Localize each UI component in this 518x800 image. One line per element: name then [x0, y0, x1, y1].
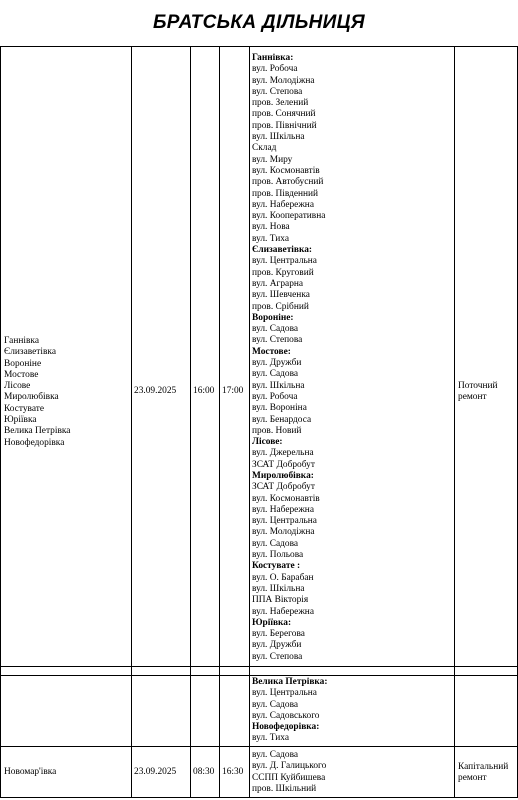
col-divider [219, 46, 220, 798]
cell-line: Новофедорівка [4, 437, 65, 448]
streets-cell [252, 677, 328, 745]
settlement-heading: Миролюбівка: [252, 470, 314, 481]
settlements-cell [4, 767, 56, 778]
street-item: Склад [252, 143, 277, 154]
street-item: вул. Польова [252, 550, 304, 561]
street-item: вул. Набережна [252, 199, 314, 210]
street-item: вул. Берегова [252, 629, 305, 640]
cell-line: ремонт [458, 773, 487, 784]
table-border-bottom [0, 797, 518, 798]
settlement-heading: Лісове: [252, 437, 283, 448]
cell-line: Мостове [4, 369, 39, 380]
work-type-cell [458, 381, 498, 404]
table-border-top [0, 46, 518, 47]
cell-line: Костувате [4, 403, 45, 414]
street-item: ССПП Куйбишева [252, 772, 326, 783]
street-item: вул. Степова [252, 86, 303, 97]
cell-line: Ганнівка [4, 336, 39, 346]
street-item: вул. Тиха [252, 233, 289, 244]
cell-line: Вороніне [4, 358, 42, 369]
street-item: пров. Сонячний [252, 109, 316, 120]
settlement-heading: Юріївка: [252, 617, 292, 628]
page-title: БРАТСЬКА ДІЛЬНИЦЯ [153, 12, 365, 33]
street-item: пров. Зелений [252, 98, 309, 109]
col-divider [454, 46, 455, 798]
cell-line: Єлизаветівка [4, 347, 56, 358]
street-item: вул. Миру [252, 154, 293, 165]
street-item: вул. Молодіжна [252, 527, 315, 538]
street-item: вул. Шевченка [252, 290, 310, 301]
cell-line: Миролюбівка [4, 392, 59, 403]
cell-line: Капітальний [458, 762, 509, 772]
col-divider [190, 46, 191, 798]
street-item: ЗСАТ Добробут [252, 482, 315, 493]
settlement-heading: Новофедорівка: [252, 722, 320, 733]
street-item: вул. Дружби [252, 640, 302, 651]
street-item: пров. Шкільний [252, 783, 317, 794]
start-time-cell: 16:00 [193, 386, 215, 396]
street-item: вул. Садова [252, 699, 299, 710]
street-item: вул. Садовського [252, 710, 320, 721]
col-divider [249, 46, 250, 798]
settlement-heading: Вороніне: [252, 312, 294, 323]
date-cell: 23.09.2025 [134, 386, 177, 396]
settlement-heading: Єлизаветівка: [252, 245, 313, 256]
end-time-cell: 17:00 [222, 386, 244, 396]
street-item: вул. Набережна [252, 504, 314, 515]
street-item: вул. Набережна [252, 606, 314, 617]
streets-cell [252, 53, 325, 663]
cell-line: Юріївка [4, 415, 37, 426]
page-break-top [0, 675, 518, 676]
street-item: ППА Вікторія [252, 595, 309, 606]
street-item: вул. О. Барабан [252, 572, 314, 583]
street-item: вул. Садова [252, 324, 299, 335]
settlement-heading: Ганнівка: [252, 53, 294, 63]
street-item: пров. Новий [252, 425, 302, 436]
street-item: вул. Степова [252, 651, 303, 662]
street-item: вул. Джерельна [252, 448, 314, 459]
streets-cell [252, 750, 326, 795]
street-item: пров. Автобусний [252, 177, 324, 188]
street-item: вул. Робоча [252, 64, 298, 75]
street-item: вул. Нова [252, 222, 290, 233]
street-item: вул. Аграрна [252, 278, 304, 289]
street-item: вул. Вороніна [252, 403, 307, 414]
date-cell: 23.09.2025 [134, 767, 177, 777]
street-item: пров. Срібний [252, 301, 309, 312]
col-divider [0, 46, 1, 798]
settlement-heading: Велика Петрівка: [252, 677, 328, 687]
cell-line: Велика Петрівка [4, 426, 71, 437]
street-item: вул. Бенардоса [252, 414, 312, 425]
cell-line: Лісове [4, 381, 31, 392]
street-item: пров. Південний [252, 188, 319, 199]
street-item: вул. Тиха [252, 733, 289, 744]
street-item: вул. Шкільна [252, 132, 305, 143]
street-item: вул. Дружби [252, 358, 302, 369]
street-item: пров. Північний [252, 120, 317, 131]
street-item: вул. Кооперативна [252, 211, 326, 222]
street-item: вул. Космонавтів [252, 493, 320, 504]
cell-line: Новомар'івка [4, 767, 57, 777]
settlements-cell [4, 336, 70, 449]
street-item: вул. Молодіжна [252, 75, 315, 86]
street-item: вул. Садова [252, 538, 299, 549]
street-item: вул. Центральна [252, 516, 317, 527]
street-item: пров. Круговий [252, 267, 314, 278]
row-divider [0, 746, 518, 747]
street-item: вул. Степова [252, 335, 303, 346]
work-type-cell [458, 762, 508, 785]
page-break-bottom [0, 666, 518, 667]
street-item: вул. Шкільна [252, 380, 305, 391]
cell-line: Поточний [458, 381, 498, 391]
street-item: вул. Космонавтів [252, 165, 320, 176]
street-item: вул. Центральна [252, 688, 317, 699]
cell-line: ремонт [458, 392, 487, 403]
end-time-cell: 16:30 [222, 767, 244, 777]
street-item: вул. Садова [252, 750, 299, 760]
street-item: вул. Шкільна [252, 583, 305, 594]
street-item: вул. Д. Галицького [252, 761, 327, 772]
street-item: вул. Садова [252, 369, 299, 380]
street-item: вул. Центральна [252, 256, 317, 267]
settlement-heading: Костувате : [252, 561, 301, 572]
street-item: вул. Робоча [252, 391, 298, 402]
col-divider [131, 46, 132, 798]
start-time-cell: 08:30 [193, 767, 215, 777]
settlement-heading: Мостове: [252, 346, 291, 357]
street-item: ЗСАТ Добробут [252, 459, 315, 470]
